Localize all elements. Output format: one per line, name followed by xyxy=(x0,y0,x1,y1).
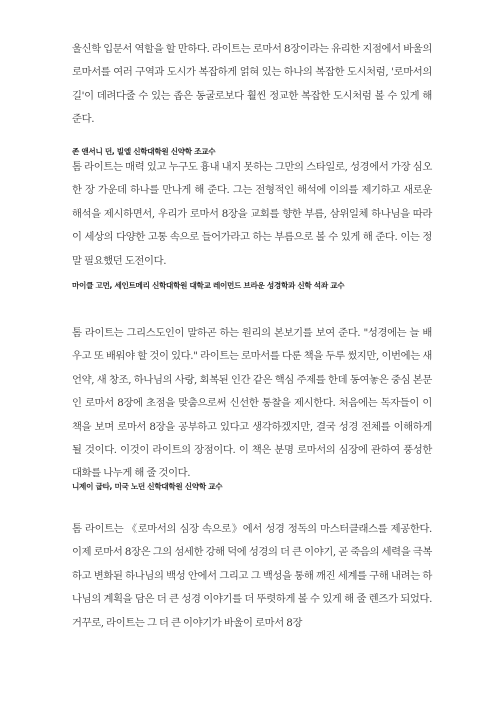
endorsement-3 xyxy=(72,322,432,486)
endorsement-4 xyxy=(72,518,432,635)
endorsement-attribution: 마이클 고먼, 세인트메리 신학대학원 대학교 레이먼드 브라운 성경학과 신학 석좌 교수 xyxy=(72,281,345,290)
endorsement-text: 톰 라이트는 그리스도인이 말하곤 하는 원리의 본보기를 보여 준다. "성경에는 늘 배우고 또 배워야 할 것이 있다." 라이트는 로마서를 다룬 책을 두루 썼지만, 이번에는 새 언약, 새 창조, 하나님의 사랑, 회복된 인간 같은 핵심 주제를 한데 동여놓은 중심 본문인 로마서 8장에 초점을 맞춤으로써 신선한 통찰을 제시한다. 처음에는 독자들이 이 책을 보며 로마서 8장을 공부하고 있다고 생각하겠지만, 결국 성경 전체를 이해하게 될 것이다. 이것이 라이트의 장점이다. 이 책은 분명 로마서의 심장에 관하여 풍성한 대화를 나누게 해 줄 것이다. xyxy=(72,327,432,480)
endorsement-3-attribution-block xyxy=(72,481,432,492)
endorsement-2-attribution-block xyxy=(72,280,432,291)
endorsement-attribution: 존 앤서니 던, 빌엘 신학대학원 신약학 조교수 xyxy=(72,147,216,156)
endorsement-1 xyxy=(72,38,432,132)
endorsement-2 xyxy=(72,150,432,273)
endorsement-text: 톰 라이트는 매력 있고 누구도 흉내 내지 못하는 그만의 스타일로, 성경에서 가장 심오한 장 가운데 하나를 만나게 해 준다. 그는 전형적인 해석에 이의를 제기하고 새로운 해석을 제시하면서, 우리가 로마서 8장을 교회를 향한 부름, 삼위일체 하나님을 따라 이 세상의 다양한 고통 속으로 들어가라고 하는 부름으로 볼 수 있게 해 준다. 이는 정말 필요했던 도전이다. xyxy=(72,161,432,267)
endorsement-attribution: 니제이 굽타, 미국 노던 신학대학원 신약학 교수 xyxy=(72,482,223,491)
endorsement-text: 울신학 입문서 역할을 할 만하다. 라이트는 로마서 8장이라는 유리한 지점에서 바울의 로마서를 여러 구역과 도시가 복잡하게 얽혀 있는 하나의 복잡한 도시처럼, '로마서의 길'이 데려다줄 수 있는 좁은 동굴로보다 훨씬 정교한 복잡한 도시처럼 볼 수 있게 해 준다. xyxy=(72,43,432,126)
endorsement-text: 톰 라이트는 《로마서의 심장 속으로》에서 성경 정독의 마스터클래스를 제공한다. 이제 로마서 8장은 그의 섬세한 강해 덕에 성경의 더 큰 이야기, 곧 죽음의 세력을 극복하고 변화된 하나님의 백성 안에서 그리고 그 백성을 통해 깨진 세계를 구해 내려는 하나님의 계획을 담은 더 큰 성경 이야기를 더 뚜렷하게 볼 수 있게 해 줄 렌즈가 되었다. 거꾸로, 라이트는 그 더 큰 이야기가 바울이 로마서 8장 xyxy=(72,523,432,629)
